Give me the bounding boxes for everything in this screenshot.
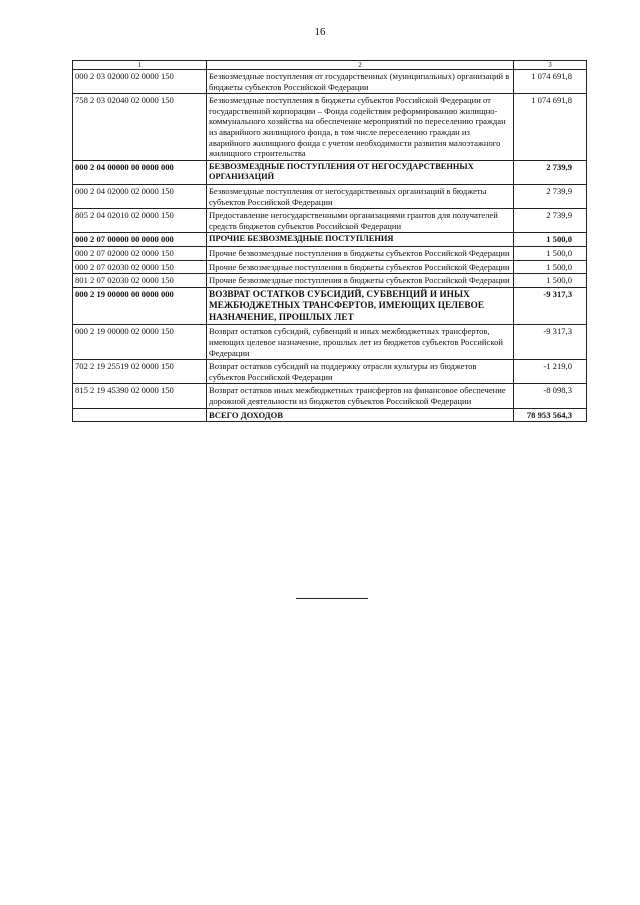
table-row	[73, 325, 587, 360]
name-cell: Безвозмездные поступления в бюджеты субъектов Российской Федерации от государственной корпорации – Фонда содействия реформированию жилищно-коммунального хозяйства на обеспечение мероприятий по переселению граждан из аварийного жилищного фонда, в том числе переселению граждан из аварийного жилищного фонда с учетом необходимости развития малоэтажного жилищного строительства	[207, 94, 514, 161]
name-cell: ВОЗВРАТ ОСТАТКОВ СУБСИДИЙ, СУБВЕНЦИЙ И ИНЫХ МЕЖБЮДЖЕТНЫХ ТРАНСФЕРТОВ, ИМЕЮЩИХ ЦЕЛЕВОЕ НАЗНАЧЕНИЕ, ПРОШЛЫХ ЛЕТ	[207, 287, 514, 325]
amount-cell: 1 074 691,8	[514, 94, 587, 161]
amount-cell: -9 317,3	[514, 287, 587, 325]
table-row	[73, 360, 587, 384]
amount-cell: 1 500,0	[514, 260, 587, 274]
name-cell: Безвозмездные поступления от негосударственных организаций в бюджеты субъектов Российской Федерации	[207, 184, 514, 208]
name-cell: ВСЕГО ДОХОДОВ	[207, 408, 514, 422]
name-cell: Возврат остатков субсидий, субвенций и иных межбюджетных трансфертов, имеющих целевое назначение, прошлых лет из бюджетов субъектов Российской Федерации	[207, 325, 514, 360]
table-row	[73, 209, 587, 233]
code-cell: 000 2 04 02000 02 0000 150	[73, 184, 207, 208]
name-cell: БЕЗВОЗМЕЗДНЫЕ ПОСТУПЛЕНИЯ ОТ НЕГОСУДАРСТВЕННЫХ ОРГАНИЗАЦИЙ	[207, 160, 514, 184]
code-cell	[73, 408, 207, 422]
name-cell: Возврат остатков субсидий на поддержку отрасли культуры из бюджетов субъектов Российской Федерации	[207, 360, 514, 384]
amount-cell: 78 953 564,3	[514, 408, 587, 422]
code-cell: 815 2 19 45390 02 0000 150	[73, 384, 207, 408]
closing-rule	[296, 598, 368, 599]
amount-cell: 1 500,0	[514, 233, 587, 247]
table-header-row	[73, 61, 587, 70]
name-cell: ПРОЧИЕ БЕЗВОЗМЕЗДНЫЕ ПОСТУПЛЕНИЯ	[207, 233, 514, 247]
code-cell: 000 2 19 00000 00 0000 000	[73, 287, 207, 325]
header-col-1: 1	[73, 61, 207, 70]
code-cell: 702 2 19 25519 02 0000 150	[73, 360, 207, 384]
header-col-3: 3	[514, 61, 587, 70]
table-row	[73, 160, 587, 184]
table-row	[73, 287, 587, 325]
amount-cell: 2 739,9	[514, 209, 587, 233]
amount-cell: 1 074 691,8	[514, 70, 587, 94]
amount-cell: 1 500,0	[514, 246, 587, 260]
name-cell: Прочие безвозмездные поступления в бюджеты субъектов Российской Федерации	[207, 274, 514, 288]
amount-cell: 2 739,9	[514, 160, 587, 184]
table-row	[73, 274, 587, 288]
name-cell: Прочие безвозмездные поступления в бюджеты субъектов Российской Федерации	[207, 260, 514, 274]
table-row	[73, 70, 587, 94]
table-row	[73, 246, 587, 260]
code-cell: 000 2 07 00000 00 0000 000	[73, 233, 207, 247]
code-cell: 801 2 07 02030 02 0000 150	[73, 274, 207, 288]
revenue-table	[72, 60, 587, 422]
code-cell: 805 2 04 02010 02 0000 150	[73, 209, 207, 233]
table-row	[73, 384, 587, 408]
amount-cell: -8 098,3	[514, 384, 587, 408]
code-cell: 000 2 03 02000 02 0000 150	[73, 70, 207, 94]
name-cell: Безвозмездные поступления от государственных (муниципальных) организаций в бюджеты субъектов Российской Федерации	[207, 70, 514, 94]
page-number: 16	[314, 26, 326, 38]
name-cell: Предоставление негосударственными организациями грантов для получателей средств бюджетов субъектов Российской Федерации	[207, 209, 514, 233]
table-row	[73, 233, 587, 247]
name-cell: Прочие безвозмездные поступления в бюджеты субъектов Российской Федерации	[207, 246, 514, 260]
code-cell: 758 2 03 02040 02 0000 150	[73, 94, 207, 161]
code-cell: 000 2 07 02030 02 0000 150	[73, 260, 207, 274]
table-row	[73, 94, 587, 161]
amount-cell: 1 500,0	[514, 274, 587, 288]
code-cell: 000 2 19 00000 02 0000 150	[73, 325, 207, 360]
table-row	[73, 184, 587, 208]
code-cell: 000 2 04 00000 00 0000 000	[73, 160, 207, 184]
table-row	[73, 408, 587, 422]
header-col-2: 2	[207, 61, 514, 70]
amount-cell: 2 739,9	[514, 184, 587, 208]
table-row	[73, 260, 587, 274]
amount-cell: -9 317,3	[514, 325, 587, 360]
name-cell: Возврат остатков иных межбюджетных трансфертов на финансовое обеспечение дорожной деятельности из бюджетов субъектов Российской Федерации	[207, 384, 514, 408]
code-cell: 000 2 07 02000 02 0000 150	[73, 246, 207, 260]
amount-cell: -1 219,0	[514, 360, 587, 384]
